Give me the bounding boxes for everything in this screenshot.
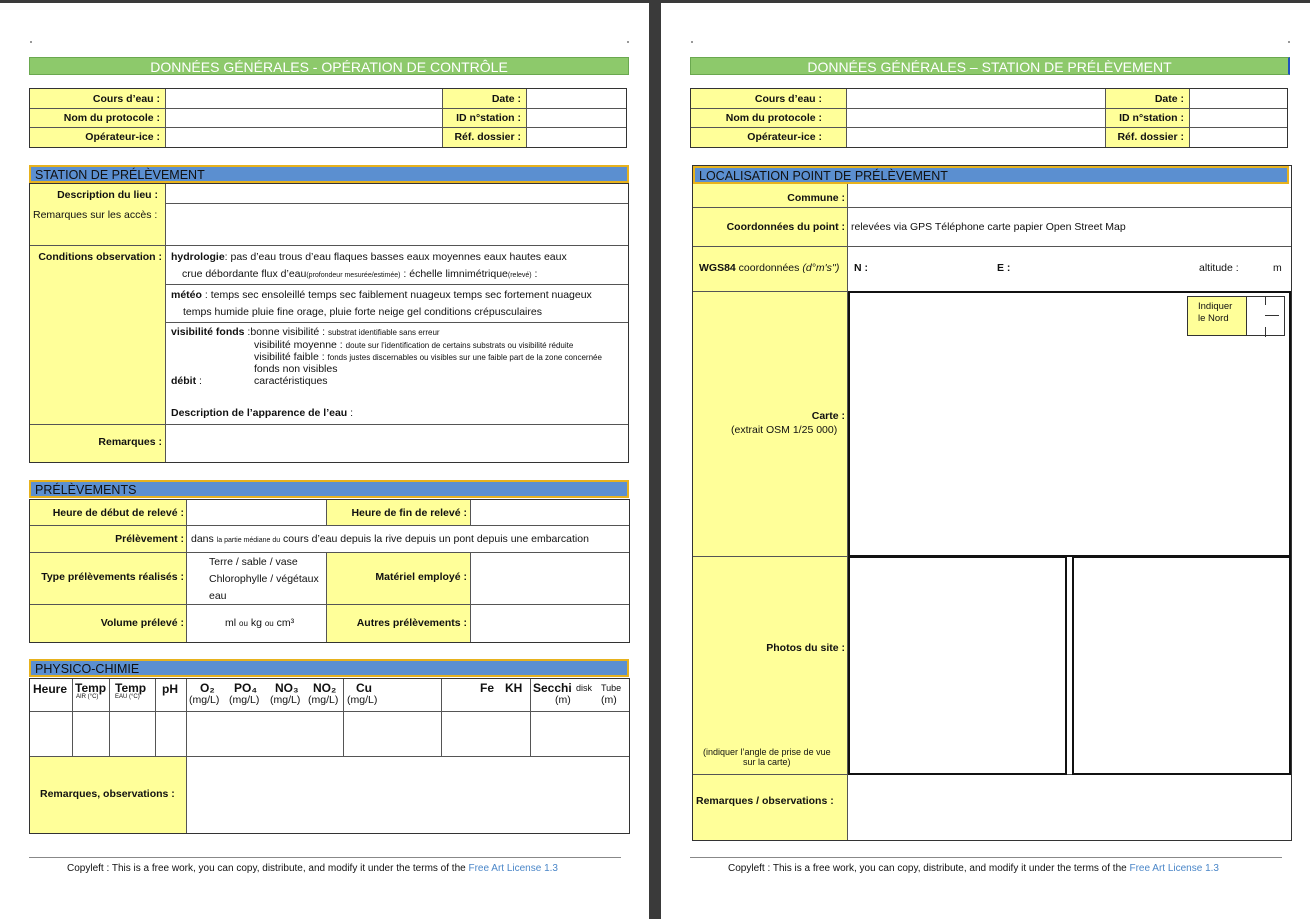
col-kh: KH — [505, 681, 523, 695]
col-po4: PO₄ — [234, 681, 258, 695]
col-no3-unit: (mg/L) — [270, 694, 301, 706]
visibilite-line-3: visibilité faible : fonds justes discernables ou visibles sur une faible part de la zone concernée — [254, 351, 602, 363]
right-page — [661, 3, 1310, 919]
remarques-label: Remarques : — [98, 436, 162, 448]
prelevements-section-title: PRÉLÈVEMENTS — [29, 480, 629, 498]
remarques-acces-label: Remarques sur les accès : — [33, 209, 158, 221]
carte-sublabel: (extrait OSM 1/25 000) — [731, 424, 838, 436]
prelevements-table — [29, 499, 630, 643]
visibilite-line-2: visibilité moyenne : doute sur l’identification de certains substrats ou visibilité réduite — [254, 339, 574, 351]
meteo-line: météo : temps sec ensoleillé temps sec faiblement nuageux temps sec fortement nuageux — [171, 289, 592, 301]
page-banner: DONNÉES GÉNÉRALES – STATION DE PRÉLÈVEMENT — [690, 57, 1290, 75]
photo-frame-1[interactable] — [848, 556, 1067, 775]
commune-label: Commune : — [787, 192, 845, 204]
general-input-field[interactable] — [167, 89, 441, 147]
cours-label: Cours d’eau : — [754, 93, 822, 105]
altitude-unit: m — [1273, 262, 1282, 274]
corner-mark — [691, 41, 693, 43]
description-lieu-label: Description du lieu : — [57, 189, 158, 201]
photos-sublabel: (indiquer l’angle de prise de vue sur la carte) — [703, 747, 831, 767]
left-page — [0, 3, 649, 919]
col-secchi-tube-unit: (m) — [601, 694, 617, 706]
conditions-label: Conditions observation : — [38, 251, 162, 263]
cours-label: Cours d’eau : — [92, 93, 160, 105]
free-art-license-link[interactable]: Free Art License 1.3 — [468, 863, 558, 874]
protocole-label: Nom du protocole : — [725, 112, 822, 124]
general-info-table — [29, 88, 627, 148]
protocole-label: Nom du protocole : — [63, 112, 160, 124]
corner-mark — [1288, 41, 1290, 43]
general-input-field[interactable] — [848, 89, 1104, 147]
date-label: Date : — [491, 93, 521, 105]
debit-label: débit : — [171, 375, 202, 387]
prelevement-label: Prélèvement : — [115, 533, 184, 545]
visibilite-line-4: fonds non visibles — [254, 363, 338, 375]
col-temp-air-unit: AIR (°C) — [76, 694, 99, 700]
hydrologie-line-2: crue débordante flux d’eau(profondeur mesurée/estimée) : échelle limnimétrique(relevé) : — [182, 268, 538, 280]
latitude-label: N : — [854, 262, 868, 274]
photos-label: Photos du site : — [766, 642, 845, 654]
general-input-field-right[interactable] — [528, 89, 626, 147]
hydrologie-line: hydrologie: pas d’eau trous d’eau flaques basses eaux moyennes eaux hautes eaux — [171, 251, 567, 263]
autres-prelevements-label: Autres prélèvements : — [356, 617, 467, 629]
col-temp-eau-unit: EAU (°C) — [115, 694, 140, 700]
ref-dossier-label: Réf. dossier : — [1117, 131, 1184, 143]
heure-debut-label: Heure de début de relevé : — [52, 507, 184, 519]
col-po4-unit: (mg/L) — [229, 694, 260, 706]
debit-text: caractéristiques — [254, 375, 328, 387]
volume-units: ml ou kg ou cm³ — [225, 617, 295, 629]
col-no2: NO₂ — [313, 681, 337, 695]
free-art-license-link[interactable]: Free Art License 1.3 — [1129, 863, 1219, 874]
id-station-label: ID n°station : — [456, 112, 521, 124]
ref-dossier-label: Réf. dossier : — [454, 131, 521, 143]
type-prelevements-label: Type prélèvements réalisés : — [41, 571, 184, 583]
coordonnees-label: Coordonnées du point : — [726, 221, 845, 233]
col-secchi: Secchi — [533, 681, 572, 695]
col-fe: Fe — [480, 681, 495, 695]
col-no2-unit: (mg/L) — [308, 694, 339, 706]
longitude-label: E : — [997, 262, 1011, 274]
col-o2: O₂ — [200, 681, 215, 695]
localisation-table — [692, 165, 1292, 841]
page-banner: DONNÉES GÉNÉRALES - OPÉRATION DE CONTRÔLE — [29, 57, 629, 75]
remarques-observations-field[interactable] — [187, 757, 629, 833]
volume-label: Volume prélevé : — [100, 617, 184, 629]
col-secchi-disk-unit: (m) — [555, 694, 571, 706]
corner-mark — [30, 41, 32, 43]
col-no3: NO₃ — [275, 681, 299, 695]
altitude-label: altitude : — [1199, 262, 1239, 274]
id-station-label: ID n°station : — [1119, 112, 1184, 124]
col-heure: Heure — [33, 682, 68, 696]
wgs84-label: WGS84 coordonnées (d°m's'') — [699, 262, 840, 274]
remarques-field[interactable] — [167, 425, 628, 462]
col-cu: Cu — [356, 681, 372, 695]
physico-table — [29, 678, 630, 834]
col-temp-air: Temp — [75, 681, 107, 695]
type-option-chlorophylle: Chlorophylle / végétaux — [209, 573, 319, 585]
prelevement-options: dans la partie médiane du cours d’eau depuis la rive depuis un pont depuis une embarcation — [191, 533, 589, 545]
remarques-observations-label: Remarques / observations : — [696, 795, 834, 807]
col-ph: pH — [162, 682, 178, 696]
general-info-table — [690, 88, 1288, 148]
footer-copyleft: Copyleft : This is a free work, you can copy, distribute, and modify it under the terms of the Free Art License 1.3 — [67, 863, 558, 874]
station-table — [29, 183, 629, 463]
operateur-label: Opérateur-ice : — [747, 131, 822, 143]
col-secchi-disk: disk — [576, 683, 593, 693]
type-option-eau: eau — [209, 590, 227, 602]
corner-mark — [627, 41, 629, 43]
type-option-terre: Terre / sable / vase — [209, 556, 298, 568]
north-arrow-box[interactable] — [1247, 296, 1285, 336]
physico-section-title: PHYSICO-CHIMIE — [29, 659, 629, 677]
photo-frame-2[interactable] — [1072, 556, 1291, 775]
heure-fin-label: Heure de fin de relevé : — [351, 507, 467, 519]
carte-label: Carte : — [811, 410, 845, 422]
station-section-title: STATION DE PRÉLÈVEMENT — [29, 165, 629, 183]
col-o2-unit: (mg/L) — [189, 694, 220, 706]
footer-copyleft: Copyleft : This is a free work, you can copy, distribute, and modify it under the terms of the Free Art License 1.3 — [728, 863, 1219, 874]
visibilite-line-1: visibilité fonds :bonne visibilité : substrat identifiable sans erreur — [171, 326, 440, 338]
apparence-label: Description de l’apparence de l’eau : — [171, 407, 354, 419]
materiel-label: Matériel employé : — [375, 571, 467, 583]
localisation-section-title: LOCALISATION POINT DE PRÉLÈVEMENT — [693, 166, 1289, 184]
col-secchi-tube: Tube — [601, 683, 622, 693]
remarques-observations-field[interactable] — [849, 775, 1291, 840]
operateur-label: Opérateur-ice : — [85, 131, 160, 143]
coordonnees-options: relevées via GPS Téléphone carte papier Open Street Map — [851, 221, 1126, 233]
general-input-field-right[interactable] — [1191, 89, 1287, 147]
meteo-line-2: temps humide pluie fine orage, pluie forte neige gel conditions crépusculaires — [183, 306, 542, 318]
col-temp-eau: Temp — [115, 681, 147, 695]
date-label: Date : — [1154, 93, 1184, 105]
col-cu-unit: (mg/L) — [347, 694, 378, 706]
indiquer-nord-box: Indiquer le Nord — [1187, 296, 1247, 336]
remarques-observations-label: Remarques, observations : — [40, 788, 175, 800]
